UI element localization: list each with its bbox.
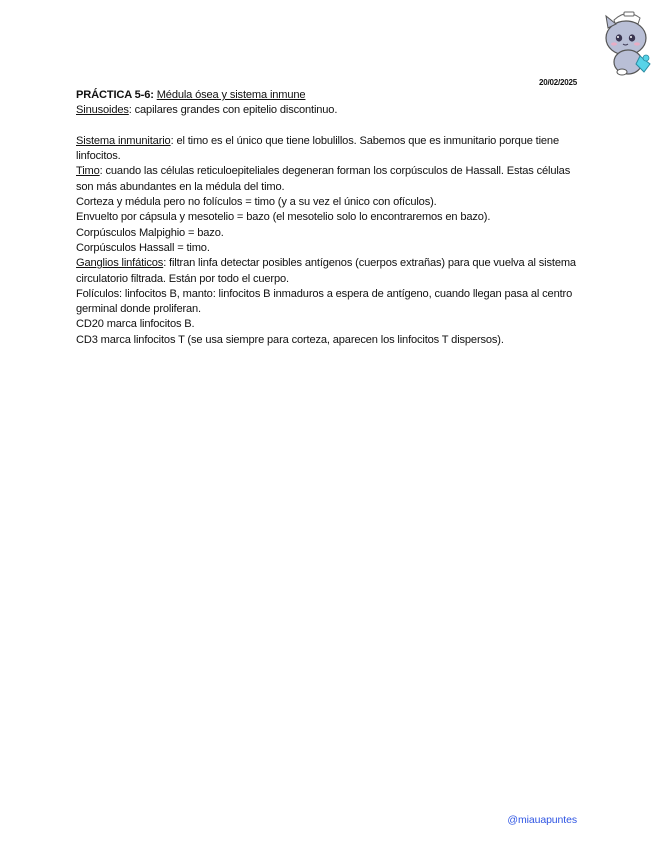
term-sistema-inmunitario: Sistema inmunitario bbox=[76, 134, 171, 147]
text-sistema-inmunitario: : el timo es el único que tiene lobulillos. Sabemos que es inmunitario porque tiene linfocitos. bbox=[76, 134, 559, 163]
term-timo: Timo bbox=[76, 165, 100, 178]
cat-mascot-icon bbox=[600, 6, 654, 78]
paragraph-sinusoides bbox=[76, 103, 578, 118]
text-ganglios: : filtran linfa detectar posibles antígenos (cuerpos extrañas) para que vuelva al sistema circulatorio filtrada. Están por todo el cuerpo. bbox=[76, 257, 576, 285]
paragraph-hassall: Corpúsculos Hassall = timo. bbox=[76, 241, 210, 254]
title-text: Médula ósea y sistema inmune bbox=[156, 89, 306, 101]
paragraph-cd20: CD20 marca linfocitos B. bbox=[76, 318, 195, 331]
paragraph-cd3: CD3 marca linfocitos T (se usa siempre para corteza, aparecen los linfocitos T dispersos). bbox=[76, 333, 504, 346]
paragraph-envuelto: Envuelto por cápsula y mesotelio = bazo (el mesotelio solo lo encontraremos en bazo). bbox=[76, 211, 491, 224]
paragraph-timo bbox=[76, 164, 578, 195]
paragraph-foliculos: Folículos: linfocitos B, manto: linfocitos B inmaduros a espera de antígeno, cuando llegan pasa al centro germinal donde proliferan. bbox=[76, 287, 573, 316]
term-sinusoides: Sinusoides bbox=[76, 104, 129, 117]
paragraph-sistema-inmunitario bbox=[76, 134, 578, 165]
title-label: PRÁCTICA 5-6: bbox=[76, 89, 154, 101]
text-timo: : cuando las células reticuloepiteliales degeneran forman los corpúsculos de Hassall. Estas células son más abundantes en la médula del timo. bbox=[76, 165, 571, 193]
author-handle: @miauapuntes bbox=[507, 814, 577, 826]
blank-line bbox=[76, 119, 578, 134]
paragraph-malpighio: Corpúsculos Malpighio = bazo. bbox=[76, 226, 224, 239]
document-title bbox=[76, 88, 578, 103]
document-body bbox=[76, 88, 578, 348]
document-date: 20/02/2025 bbox=[538, 78, 577, 87]
paragraph-corteza: Corteza y médula pero no folículos = timo (y a su vez el único con ofículos). bbox=[76, 196, 437, 209]
text-sinusoides: : capilares grandes con epitelio discontinuo. bbox=[128, 104, 338, 117]
paragraph-ganglios bbox=[76, 256, 578, 287]
term-ganglios: Ganglios linfáticos bbox=[76, 257, 164, 270]
